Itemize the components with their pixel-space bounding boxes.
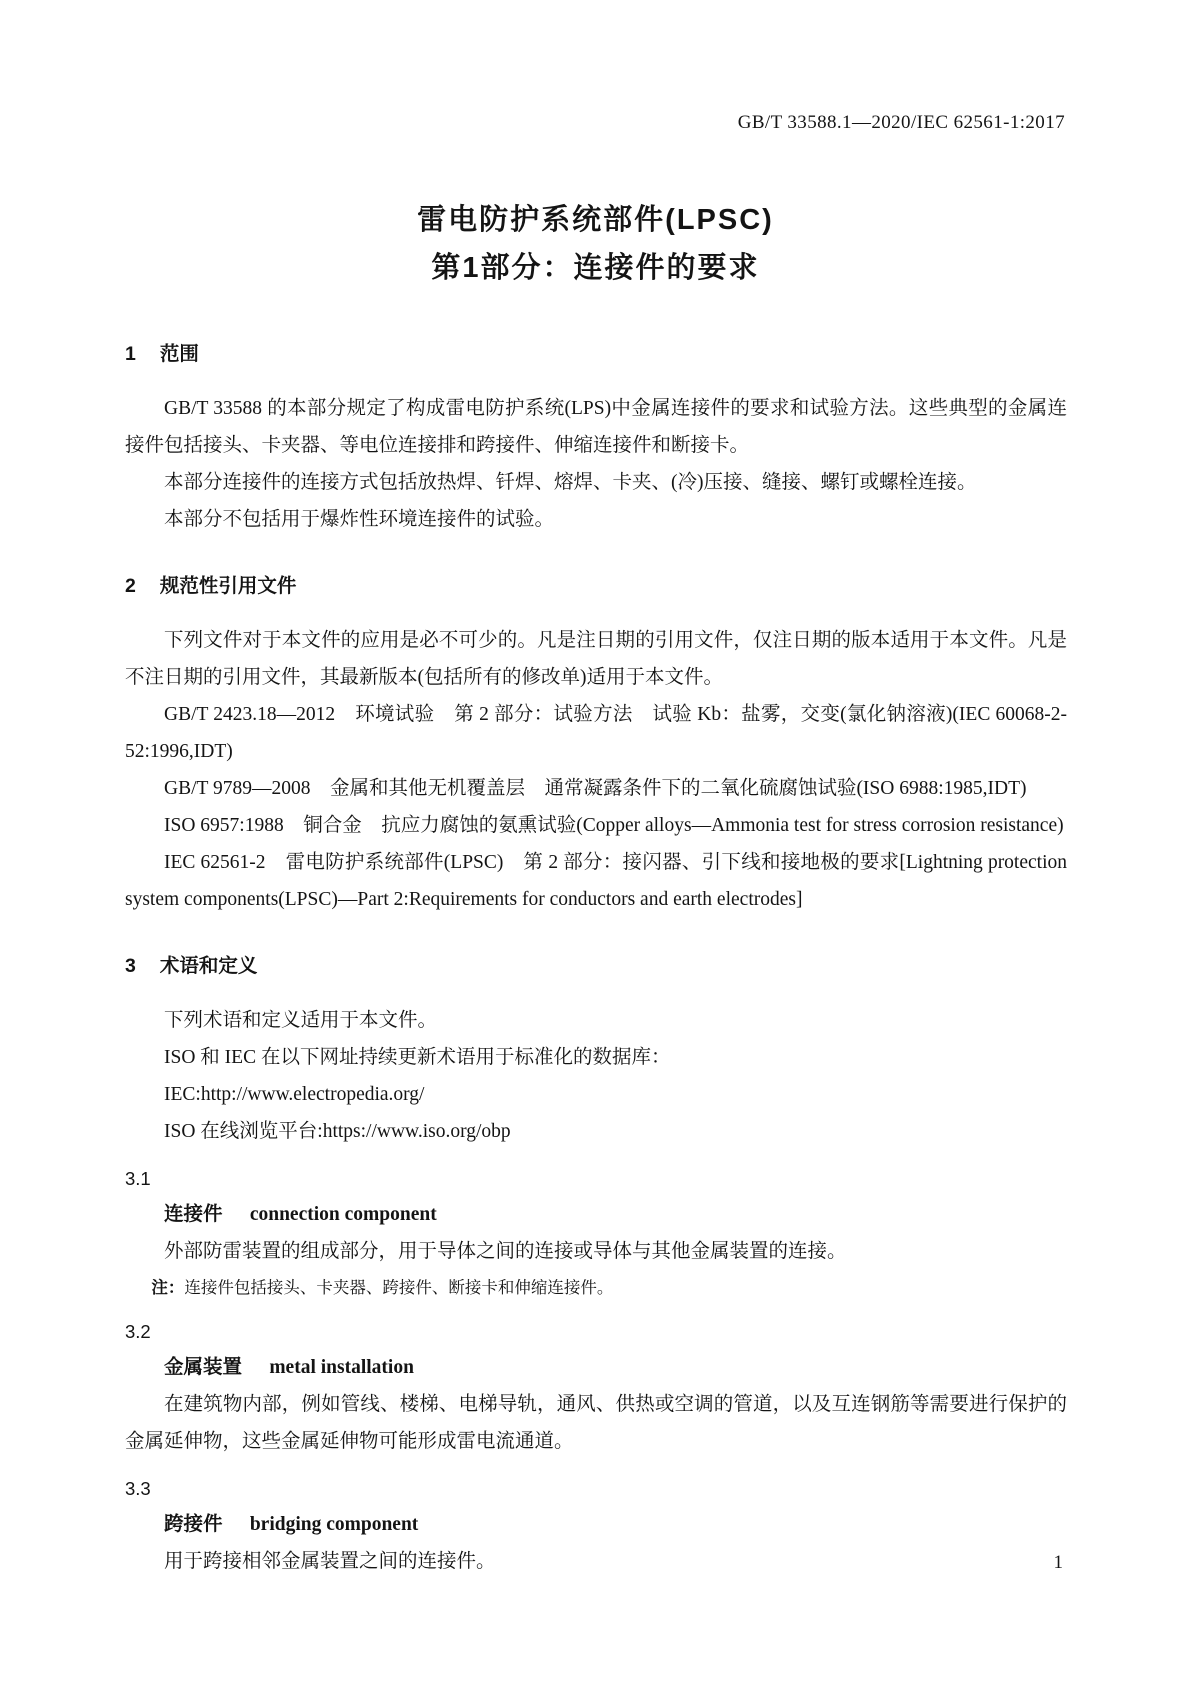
section-title: 范围: [159, 343, 199, 365]
section-title: 术语和定义: [159, 955, 258, 977]
term-english: bridging component: [249, 1514, 419, 1535]
term-english: connection component: [249, 1204, 437, 1225]
reference-entry: GB/T 2423.18—2012 环境试验 第 2 部分：试验方法 试验 Kb：盐雾，交变(氯化钠溶液)(IEC 60068-2-52:1996,IDT): [125, 704, 1067, 762]
note-text: 连接件包括接头、卡夹器、跨接件、断接卡和伸缩连接件。: [184, 1278, 614, 1297]
term-number: 3.1: [125, 1168, 151, 1189]
standard-code: GB/T 33588.1—2020/IEC 62561-1:2017: [737, 112, 1065, 133]
term-definition: 用于跨接相邻金属装置之间的连接件。: [164, 1551, 496, 1572]
title-line-1: 雷电防护系统部件(LPSC): [417, 204, 774, 236]
term-chinese: 跨接件: [164, 1513, 223, 1535]
section-number: 3: [125, 955, 136, 977]
page-number: 1: [1053, 1552, 1063, 1573]
section-1-heading: [125, 340, 1067, 368]
term-definition: 在建筑物内部，例如管线、楼梯、电梯导轨，通风、供热或空调的管道，以及互连钢筋等需要进行保护的金属延伸物，这些金属延伸物可能形成雷电流通道。: [125, 1394, 1067, 1452]
reference-entry: GB/T 9789—2008 金属和其他无机覆盖层 通常凝露条件下的二氧化硫腐蚀试验(ISO 6988:1985,IDT): [164, 778, 1027, 799]
paragraph: 本部分不包括用于爆炸性环境连接件的试验。: [164, 509, 555, 530]
paragraph: ISO 和 IEC 在以下网址持续更新术语用于标准化的数据库：: [164, 1047, 671, 1068]
term-chinese: 连接件: [164, 1203, 223, 1225]
paragraph: 下列文件对于本文件的应用是必不可少的。凡是注日期的引用文件，仅注日期的版本适用于本文件。凡是不注日期的引用文件，其最新版本(包括所有的修改单)适用于本文件。: [125, 630, 1067, 688]
term-heading: [164, 1506, 1067, 1543]
term-number: 3.3: [125, 1478, 151, 1499]
note-label: 注：: [151, 1279, 185, 1297]
paragraph: GB/T 33588 的本部分规定了构成雷电防护系统(LPS)中金属连接件的要求和试验方法。这些典型的金属连接件包括接头、卡夹器、等电位连接排和跨接件、伸缩连接件和断接卡。: [125, 398, 1067, 456]
section-title: 规范性引用文件: [159, 575, 297, 597]
document-title: [0, 196, 1191, 292]
term-chinese: 金属装置: [164, 1356, 243, 1378]
section-3-heading: [125, 952, 1067, 980]
term-number: 3.2: [125, 1321, 151, 1342]
term-definition: 外部防雷装置的组成部分，用于导体之间的连接或导体与其他金属装置的连接。: [164, 1241, 847, 1262]
paragraph: 下列术语和定义适用于本文件。: [164, 1010, 438, 1031]
paragraph: 本部分连接件的连接方式包括放热焊、钎焊、熔焊、卡夹、(冷)压接、缝接、螺钉或螺栓连接。: [164, 472, 977, 493]
term-heading: [164, 1349, 1067, 1386]
section-number: 1: [125, 343, 136, 365]
section-2-heading: [125, 572, 1067, 600]
section-number: 2: [125, 575, 136, 597]
document-body: [125, 338, 1067, 1580]
term-note: [125, 1273, 1067, 1303]
url-line: IEC:http://www.electropedia.org/: [164, 1084, 425, 1105]
title-line-2: 第1部分：连接件的要求: [431, 252, 760, 284]
term-english: metal installation: [269, 1357, 414, 1378]
term-heading: [164, 1196, 1067, 1233]
reference-entry: IEC 62561-2 雷电防护系统部件(LPSC) 第 2 部分：接闪器、引下线和接地极的要求[Lightning protection system components(LPSC)—Part 2:Requirements for conductors and earth electrodes]: [125, 852, 1067, 910]
reference-entry: ISO 6957:1988 铜合金 抗应力腐蚀的氨熏试验(Copper alloys—Ammonia test for stress corrosion resistance): [164, 815, 1064, 836]
url-line: ISO 在线浏览平台:https://www.iso.org/obp: [164, 1121, 511, 1142]
